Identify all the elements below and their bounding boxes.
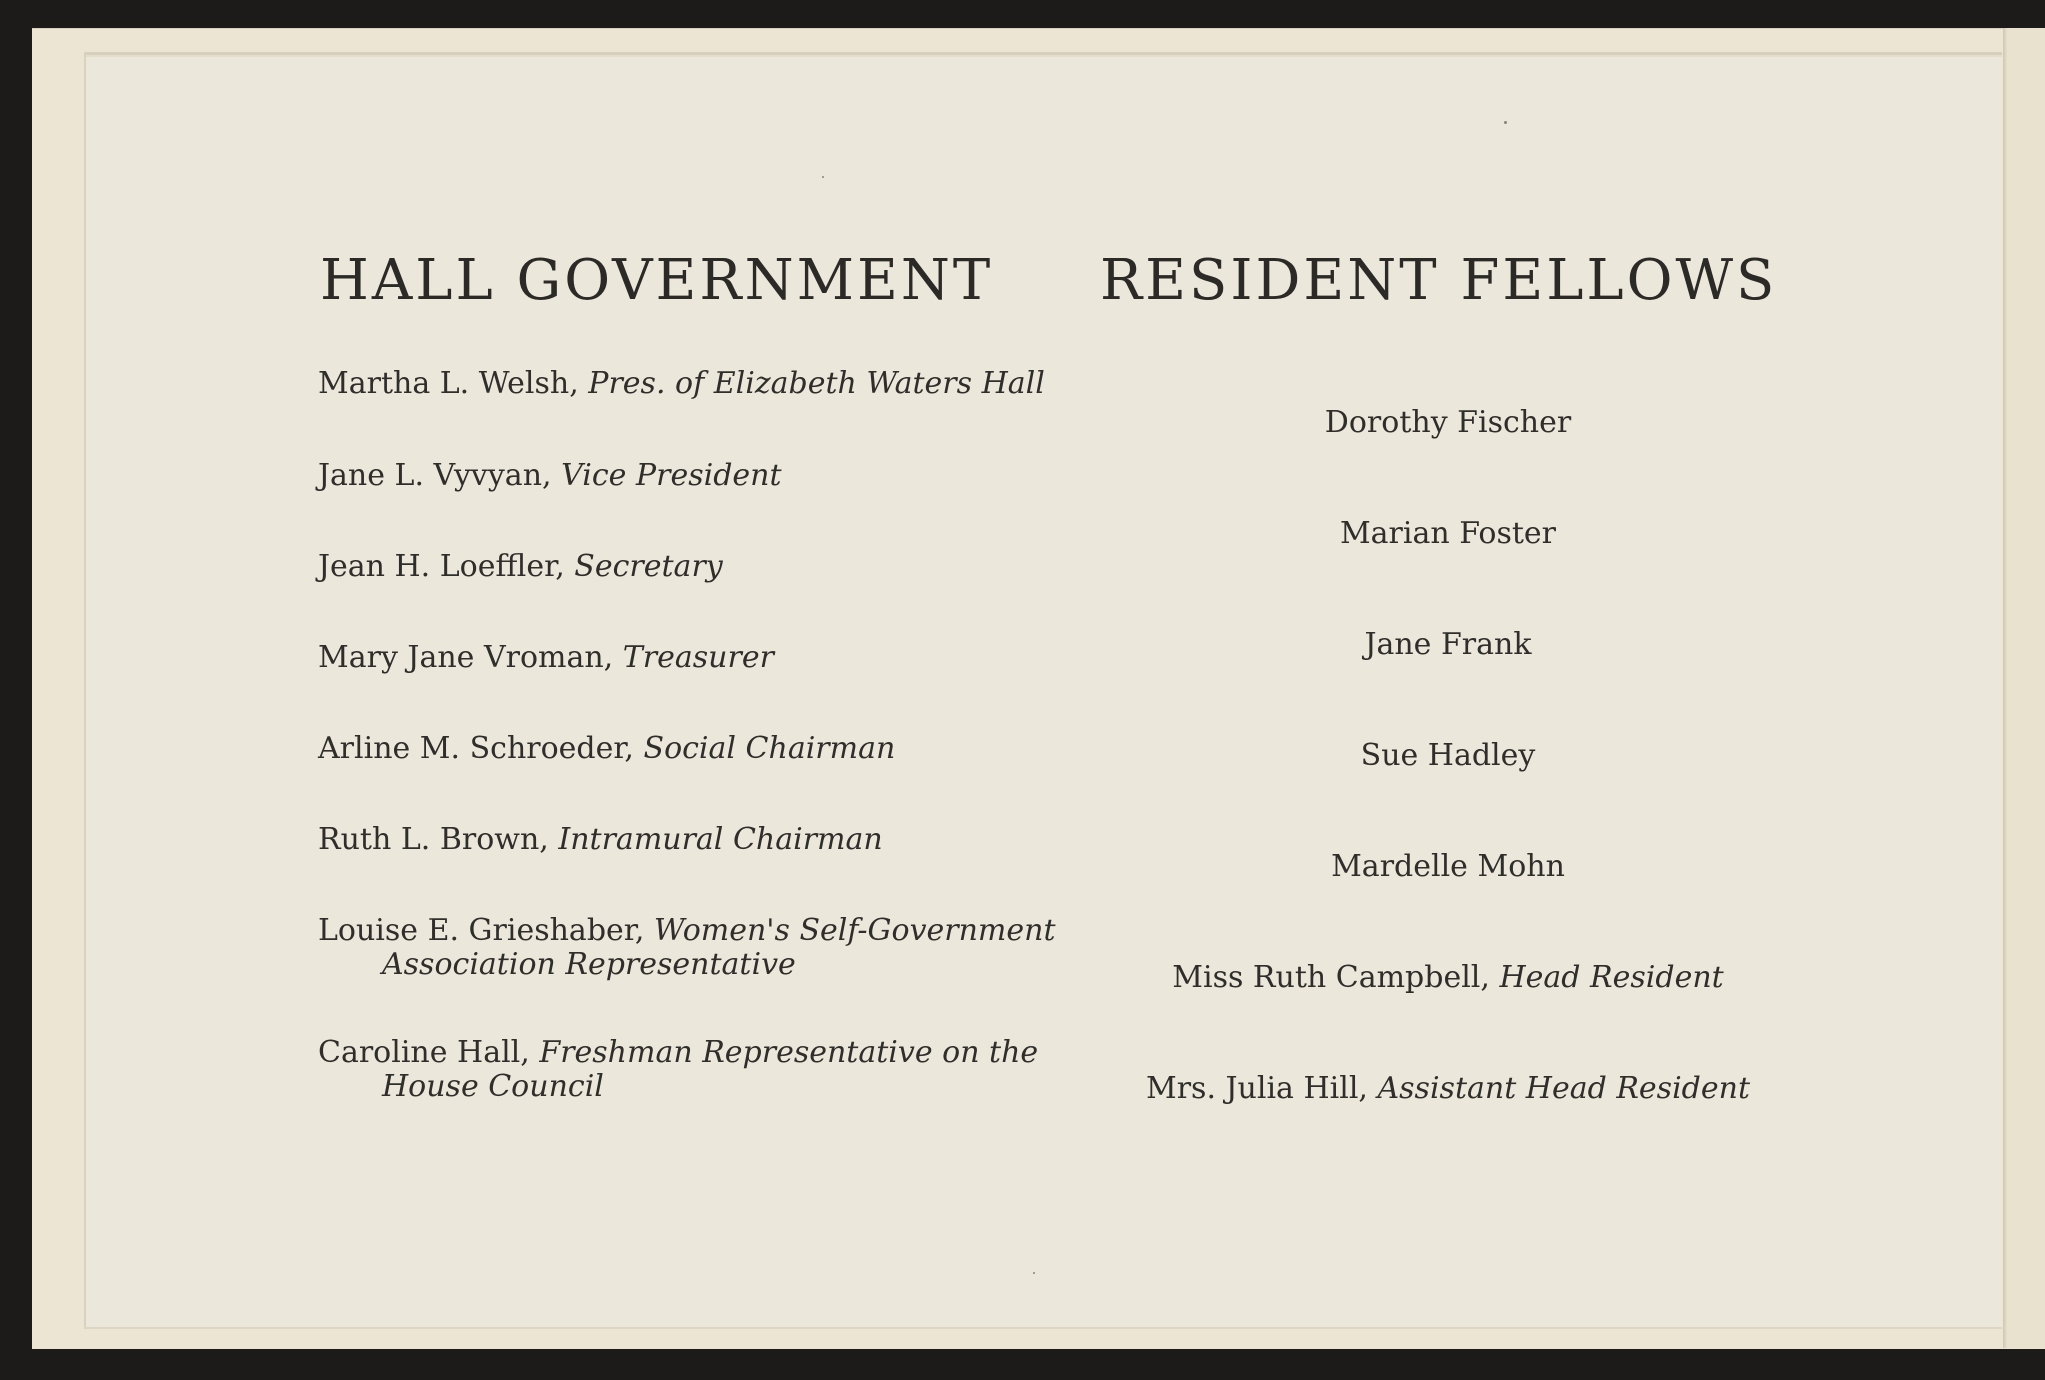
list-item	[318, 641, 774, 675]
list-item	[1138, 850, 1758, 884]
member-role: Social Chairman	[643, 731, 896, 766]
fellow-role: Assistant Head Resident	[1377, 1071, 1751, 1106]
list-item	[318, 459, 782, 493]
member-name: Louise E. Grieshaber,	[318, 913, 645, 948]
member-role: Secretary	[574, 549, 723, 584]
right-flap	[2007, 28, 2045, 1348]
list-item	[318, 550, 723, 584]
list-item	[1138, 961, 1758, 995]
fellow-role: Head Resident	[1499, 960, 1724, 995]
list-item	[1138, 406, 1758, 440]
list-item	[1138, 628, 1758, 662]
paper-speck	[1033, 1272, 1035, 1274]
paper-speck	[822, 176, 824, 178]
fellow-name: Mardelle Mohn	[1331, 849, 1565, 884]
list-item	[318, 1036, 1038, 1104]
member-role: Treasurer	[622, 640, 774, 675]
paper-speck	[1504, 121, 1507, 124]
inner-page	[84, 52, 2002, 1329]
member-role: Vice President	[561, 458, 782, 493]
member-name: Arline M. Schroeder,	[318, 731, 634, 766]
list-item	[318, 823, 883, 857]
list-item	[1098, 1072, 1798, 1106]
member-role: Intramural Chairman	[558, 822, 883, 857]
fellow-name: Marian Foster	[1339, 516, 1557, 551]
list-item	[1138, 517, 1758, 551]
member-name: Jean H. Loeffler,	[318, 549, 565, 584]
fellow-name: Dorothy Fischer	[1324, 405, 1572, 440]
member-role-continued: Association Representative	[382, 947, 796, 982]
member-name: Martha L. Welsh,	[318, 366, 579, 401]
list-item	[318, 914, 1056, 982]
fellow-name: Miss Ruth Campbell,	[1172, 960, 1490, 995]
member-role: Freshman Representative on the	[539, 1035, 1039, 1070]
fellow-name: Jane Frank	[1364, 627, 1532, 662]
list-item	[318, 732, 895, 766]
hall-government-heading: HALL GOVERNMENT	[320, 248, 994, 313]
list-item	[318, 367, 1045, 401]
list-item	[1138, 739, 1758, 773]
member-name: Mary Jane Vroman,	[318, 640, 614, 675]
fellow-name: Mrs. Julia Hill,	[1145, 1071, 1368, 1106]
member-name: Ruth L. Brown,	[318, 822, 549, 857]
resident-fellows-heading: RESIDENT FELLOWS	[1100, 248, 1778, 313]
member-name: Jane L. Vyvyan,	[318, 458, 552, 493]
member-name: Caroline Hall,	[318, 1035, 530, 1070]
fold-crease	[2003, 28, 2007, 1348]
member-role: Pres. of Elizabeth Waters Hall	[588, 366, 1045, 401]
member-role-continued: House Council	[382, 1069, 604, 1104]
fellow-name: Sue Hadley	[1360, 738, 1536, 773]
member-role: Women's Self-Government	[653, 913, 1056, 948]
